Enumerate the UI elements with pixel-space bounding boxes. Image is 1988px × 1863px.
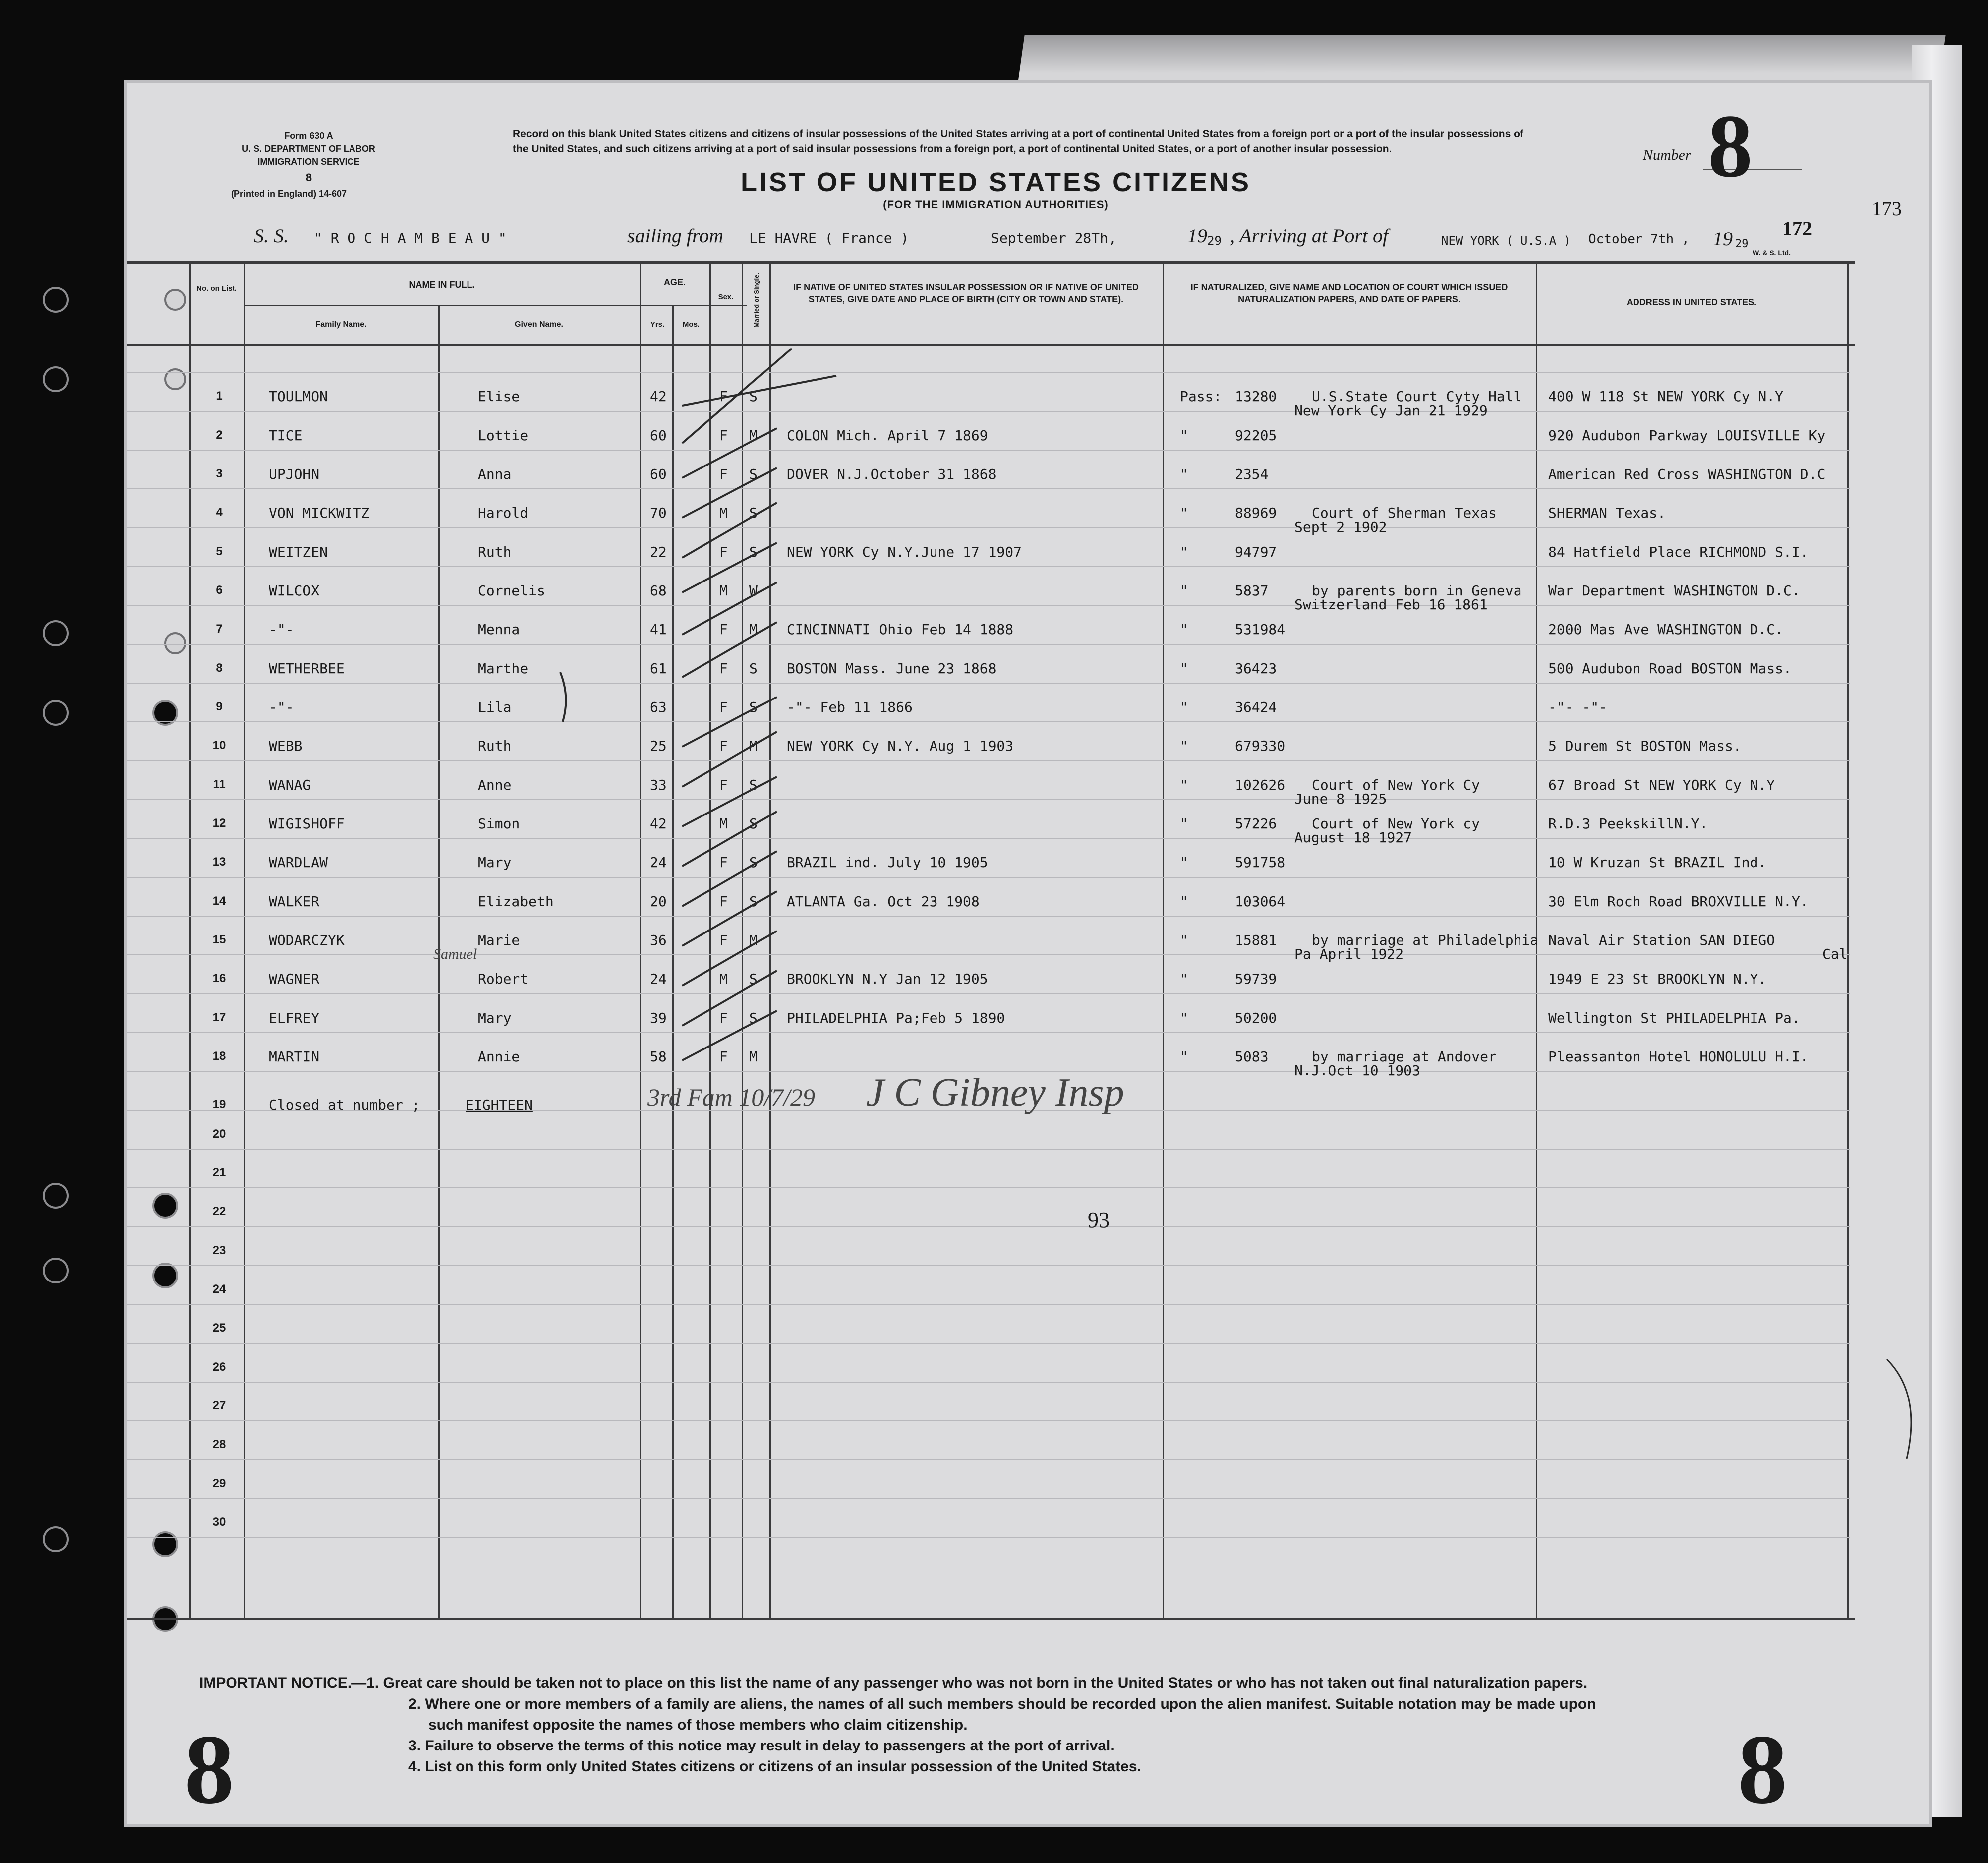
row-number: 10 [212, 739, 226, 752]
address: 920 Audubon Parkway LOUISVILLE Ky [1548, 427, 1826, 444]
check-mark [682, 931, 777, 986]
row-number-empty: 20 [212, 1127, 226, 1141]
sex: F [719, 1010, 728, 1026]
row-number-empty: 22 [212, 1205, 226, 1218]
row-number: 6 [216, 583, 223, 597]
address: 500 Audubon Road BOSTON Mass. [1548, 660, 1792, 677]
given-name: Ruth [478, 738, 512, 754]
given-name: Marie [478, 932, 520, 948]
birthplace: BROOKLYN N.Y Jan 12 1905 [787, 971, 988, 987]
cert-number: 36423 [1235, 660, 1277, 677]
row-number: 9 [216, 700, 223, 713]
row-number: 14 [212, 894, 226, 908]
age: 42 [650, 815, 667, 832]
family-name: ELFREY [269, 1010, 320, 1026]
birthplace: BRAZIL ind. July 10 1905 [787, 854, 988, 871]
family-name: VON MICKWITZ [269, 505, 370, 521]
row-number: 7 [216, 622, 223, 636]
address: American Red Cross WASHINGTON D.C [1548, 466, 1826, 482]
cert-number: 679330 [1235, 738, 1286, 754]
notice-title: IMPORTANT NOTICE.— [199, 1675, 367, 1691]
cert-number: 2354 [1235, 466, 1269, 482]
address: War Department WASHINGTON D.C. [1548, 582, 1800, 599]
sex: M [719, 971, 728, 987]
family-name: WALKER [269, 893, 320, 910]
sex: F [719, 893, 728, 910]
col-header-age: AGE. [663, 277, 686, 287]
form-code: 8 [305, 171, 312, 184]
important-notice [199, 1673, 1842, 1777]
row-number: 5 [216, 545, 223, 558]
sex: F [719, 388, 728, 405]
col-header-address: ADDRESS IN UNITED STATES. [1626, 297, 1757, 307]
col-header-mos: Mos. [682, 320, 700, 329]
row-number-empty: 26 [212, 1360, 226, 1374]
row-number: 16 [212, 972, 226, 985]
pass-mark: " [1180, 854, 1188, 871]
check-mark [682, 376, 836, 406]
row-number: 2 [216, 428, 223, 442]
pass-mark: " [1180, 1048, 1188, 1065]
cert-number: 15881 [1235, 932, 1277, 948]
form-instructions: Record on this blank United States citizens and citizens of insular possessions of the United States arriving at a port of continental United States from a foreign port or a port of the insular possessions of the United States, and such citizens arriving at a port of said insular possessions from a foreign port, a port of continental United States, or a port of another insular possession. [513, 128, 1523, 155]
form-number: Form 630 A [284, 131, 333, 141]
notice-line-1: IMPORTANT NOTICE.—1. Great care should be taken not to place on this list the name of any passenger who was not born in the United States or who has not taken out final naturalization papers. [199, 1675, 1588, 1691]
col-header-birth: IF NATIVE OF UNITED STATES INSULAR POSSESSION OR IF NATIVE OF UNITED STATES, GIVE DATE AND PLACE OF BIRTH (CITY OR TOWN AND STATE). [793, 282, 1139, 304]
cert-number: 36424 [1235, 699, 1277, 715]
age: 24 [650, 971, 667, 987]
marital-status: S [749, 777, 758, 793]
age: 22 [650, 544, 667, 560]
given-name: Harold [478, 505, 529, 521]
address: 5 Durem St BOSTON Mass. [1548, 738, 1742, 754]
sheet-number: 8 [1708, 97, 1753, 196]
sex: F [719, 621, 728, 638]
page-number: 93 [1088, 1208, 1110, 1232]
given-name: Mary [478, 1010, 512, 1026]
row-number: 8 [216, 661, 223, 675]
given-name: Simon [478, 815, 520, 832]
stamp-173: 173 [1872, 197, 1902, 220]
address: Wellington St PHILADELPHIA Pa. [1548, 1010, 1800, 1026]
family-name: -"- [269, 699, 294, 715]
col-header-naturalized: IF NATURALIZED, GIVE NAME AND LOCATION OF COURT WHICH ISSUED NATURALIZATION PAPERS, AND DATE OF PAPERS. [1190, 282, 1508, 304]
cert-number: 13280 [1235, 388, 1277, 405]
sex: F [719, 699, 728, 715]
given-name: Cornelis [478, 582, 545, 599]
age: 24 [650, 854, 667, 871]
cert-number: 5083 [1235, 1048, 1269, 1065]
court-line-2: June 8 1925 [1294, 791, 1387, 807]
family-name: MARTIN [269, 1048, 320, 1065]
pencil-mark [560, 672, 566, 722]
address: Pleassanton Hotel HONOLULU H.I. [1548, 1048, 1809, 1065]
row-number: 13 [212, 855, 226, 869]
arriving-label: , Arriving at Port of [1230, 225, 1389, 247]
family-name: WARDLAW [269, 854, 328, 871]
family-name: WAGNER [269, 971, 320, 987]
marital-status: S [749, 699, 758, 715]
ss-label: S. S. [254, 225, 289, 247]
row-number: 3 [216, 467, 223, 480]
cert-number: 531984 [1235, 621, 1286, 638]
pass-mark: " [1180, 893, 1188, 910]
col-header-yrs: Yrs. [650, 320, 665, 329]
birthplace: BOSTON Mass. June 23 1868 [787, 660, 997, 677]
court-line-2: August 18 1927 [1294, 829, 1412, 846]
address: SHERMAN Texas. [1548, 505, 1666, 521]
court: by parents born in Geneva [1312, 582, 1522, 599]
sex: F [719, 777, 728, 793]
form-department: U. S. DEPARTMENT OF LABOR [242, 144, 375, 154]
marital-status: M [749, 932, 758, 948]
stamp-172: 172 [1782, 217, 1812, 239]
marital-status: S [749, 1010, 758, 1026]
family-name: UPJOHN [269, 466, 320, 482]
pass-mark: " [1180, 427, 1188, 444]
row-number-empty: 30 [212, 1515, 226, 1529]
check-mark [682, 428, 777, 478]
year-label-1: 19 [1187, 225, 1207, 247]
depart-year: 29 [1207, 234, 1222, 248]
court-line-2: Switzerland Feb 16 1861 [1294, 596, 1488, 613]
from-port: LE HAVRE ( France ) [749, 230, 909, 246]
row-number: 1 [216, 389, 223, 403]
family-name: -"- [269, 621, 294, 638]
row-number-empty: 29 [212, 1477, 226, 1490]
sex: M [719, 505, 728, 521]
year-label-2: 19 [1713, 228, 1733, 250]
page-title: LIST OF UNITED STATES CITIZENS [741, 167, 1251, 197]
cert-number: 591758 [1235, 854, 1286, 871]
family-name: TOULMON [269, 388, 328, 405]
sex: M [719, 815, 728, 832]
given-name: Marthe [478, 660, 529, 677]
family-name: WEBB [269, 738, 303, 754]
family-name: WILCOX [269, 582, 320, 599]
court: U.S.State Court Cyty Hall [1312, 388, 1522, 405]
family-name: TICE [269, 427, 303, 444]
notice-line-4: 4. List on this form only United States citizens or citizens of an insular possession of the United States. [408, 1758, 1141, 1775]
sex: F [719, 466, 728, 482]
pass-mark: " [1180, 932, 1188, 948]
row-number: 15 [212, 933, 226, 946]
check-mark [682, 582, 777, 635]
corner-number-right: 8 [1738, 1715, 1787, 1825]
age: 41 [650, 621, 667, 638]
row-number-empty: 28 [212, 1438, 226, 1451]
address: 1949 E 23 St BROOKLYN N.Y. [1548, 971, 1767, 987]
cert-number: 88969 [1235, 505, 1277, 521]
given-name: Annie [478, 1048, 520, 1065]
address: 2000 Mas Ave WASHINGTON D.C. [1548, 621, 1784, 638]
sex: F [719, 544, 728, 560]
cert-number: 57226 [1235, 815, 1277, 832]
pass-mark: " [1180, 971, 1188, 987]
marital-status: M [749, 1048, 758, 1065]
age: 60 [650, 466, 667, 482]
marital-status: S [749, 505, 758, 521]
cert-number: 5837 [1235, 582, 1269, 599]
family-name: WEITZEN [269, 544, 328, 560]
cert-number: 50200 [1235, 1010, 1277, 1026]
marital-status: S [749, 388, 758, 405]
given-name: Lila [478, 699, 512, 715]
address: 84 Hatfield Place RICHMOND S.I. [1548, 544, 1809, 560]
sex: F [719, 738, 728, 754]
sex: F [719, 854, 728, 871]
sex: F [719, 1048, 728, 1065]
col-header-sex: Sex. [718, 293, 734, 301]
col-header-married: Married or Single. [753, 273, 760, 328]
row-number: 12 [212, 816, 226, 830]
closed-value: EIGHTEEN [466, 1097, 533, 1113]
marital-status: S [749, 815, 758, 832]
age: 25 [650, 738, 667, 754]
col-header-family: Family Name. [315, 320, 367, 329]
address: 30 Elm Roch Road BROXVILLE N.Y. [1548, 893, 1809, 910]
closed-label: Closed at number ; [269, 1097, 420, 1113]
given-name: Menna [478, 621, 520, 638]
court-line-2: New York Cy Jan 21 1929 [1294, 402, 1488, 419]
marital-status: S [749, 466, 758, 482]
birthplace: COLON Mich. April 7 1869 [787, 427, 988, 444]
address: Naval Air Station SAN DIEGO [1548, 932, 1775, 948]
notice-line-2: 2. Where one or more members of a family are aliens, the names of all such members should be recorded upon the alien manifest. Suitable notation may be made upon [408, 1696, 1596, 1712]
row-number: 4 [216, 506, 223, 519]
address: 10 W Kruzan St BRAZIL Ind. [1548, 854, 1767, 871]
birthplace: PHILADELPHIA Pa;Feb 5 1890 [787, 1010, 1005, 1026]
inspector-signature: J C Gibney Insp [866, 1071, 1124, 1115]
sex: F [719, 660, 728, 677]
row-number-empty: 21 [212, 1166, 226, 1179]
age: 70 [650, 505, 667, 521]
pass-mark: " [1180, 466, 1188, 482]
cert-number: 59739 [1235, 971, 1277, 987]
notice-line-2b: such manifest opposite the names of those members who claim citizenship. [428, 1717, 968, 1733]
family-name: WIGISHOFF [269, 815, 345, 832]
check-mark [682, 622, 777, 677]
court: by marriage at Andover [1312, 1048, 1497, 1065]
arrive-port: NEW YORK ( U.S.A ) [1441, 234, 1571, 248]
given-name: Elise [478, 388, 520, 405]
age: 20 [650, 893, 667, 910]
col-header-given: Given Name. [515, 320, 563, 329]
court-line-2: Pa April 1922 [1294, 946, 1404, 962]
birthplace: NEW YORK Cy N.Y.June 17 1907 [787, 544, 1022, 560]
row-number-closed: 19 [212, 1098, 226, 1111]
age: 39 [650, 1010, 667, 1026]
marital-status: S [749, 971, 758, 987]
ship-name: " R O C H A M B E A U " [314, 230, 507, 246]
address: 67 Broad St NEW YORK Cy N.Y [1548, 777, 1775, 793]
pass-mark: " [1180, 621, 1188, 638]
marital-status: M [749, 427, 758, 444]
sex: F [719, 932, 728, 948]
col-header-name: NAME IN FULL. [409, 280, 475, 290]
court: Court of New York Cy [1312, 777, 1480, 793]
marital-status: W [749, 582, 758, 599]
form-service: IMMIGRATION SERVICE [257, 157, 360, 167]
row-number: 18 [212, 1049, 226, 1063]
pass-mark: " [1180, 544, 1188, 560]
check-mark [682, 851, 777, 906]
arrive-year: 29 [1735, 238, 1749, 250]
number-label: Number [1643, 147, 1691, 163]
court-line-2: N.J.Oct 10 1903 [1294, 1062, 1420, 1079]
given-name: Ruth [478, 544, 512, 560]
address-line-2: Cal [1822, 946, 1848, 962]
court: Court of Sherman Texas [1312, 505, 1497, 521]
arrive-date: October 7th , [1588, 232, 1690, 247]
family-name: WETHERBEE [269, 660, 345, 677]
cert-number: 92205 [1235, 427, 1277, 444]
birthplace: CINCINNATI Ohio Feb 14 1888 [787, 621, 1014, 638]
row-number: 11 [213, 778, 226, 791]
annotation-samuel: Samuel [433, 946, 477, 962]
corner-number-left: 8 [184, 1715, 234, 1825]
pass-mark: Pass: [1180, 388, 1222, 405]
pass-mark: " [1180, 777, 1188, 793]
annotation-stamp-date: 3rd Fam 10/7/29 [647, 1083, 816, 1111]
birthplace: DOVER N.J.October 31 1868 [787, 466, 997, 482]
court: by marriage at Philadelphia [1312, 932, 1539, 948]
age: 58 [650, 1048, 667, 1065]
age: 42 [650, 388, 667, 405]
sailing-label: sailing from [627, 225, 723, 247]
pass-mark: " [1180, 699, 1188, 715]
printer-mark: W. & S. Ltd. [1753, 249, 1791, 257]
col-header-no: No. on List. [196, 284, 237, 293]
pass-mark: " [1180, 738, 1188, 754]
given-name: Anne [478, 777, 512, 793]
pass-mark: " [1180, 1010, 1188, 1026]
row-number-empty: 24 [212, 1282, 226, 1296]
given-name: Anna [478, 466, 512, 482]
court: Court of New York cy [1312, 815, 1480, 832]
pass-mark: " [1180, 815, 1188, 832]
address: -"- -"- [1548, 699, 1608, 715]
address: R.D.3 PeekskillN.Y. [1548, 815, 1708, 832]
marital-status: M [749, 738, 758, 754]
age: 68 [650, 582, 667, 599]
pencil-arc [1887, 1359, 1911, 1459]
given-name: Robert [478, 971, 529, 987]
row-number-empty: 23 [212, 1244, 226, 1257]
birthplace: NEW YORK Cy N.Y. Aug 1 1903 [787, 738, 1014, 754]
cert-number: 103064 [1235, 893, 1286, 910]
marital-status: S [749, 854, 758, 871]
sex: F [719, 427, 728, 444]
marital-status: S [749, 544, 758, 560]
pass-mark: " [1180, 505, 1188, 521]
court-line-2: Sept 2 1902 [1294, 519, 1387, 535]
check-marks [560, 349, 1911, 1459]
age: 63 [650, 699, 667, 715]
age: 60 [650, 427, 667, 444]
pass-mark: " [1180, 660, 1188, 677]
age: 33 [650, 777, 667, 793]
given-name: Mary [478, 854, 512, 871]
depart-date: September 28Th, [991, 230, 1117, 246]
row-number-empty: 25 [212, 1321, 226, 1335]
age: 61 [650, 660, 667, 677]
address: 400 W 118 St NEW YORK Cy N.Y [1548, 388, 1784, 405]
sex: M [719, 582, 728, 599]
cert-number: 94797 [1235, 544, 1277, 560]
marital-status: M [749, 621, 758, 638]
family-name: WODARCZYK [269, 932, 345, 948]
notice-line-3: 3. Failure to observe the terms of this notice may result in delay to passengers at the port of arrival. [408, 1738, 1115, 1754]
given-name: Lottie [478, 427, 529, 444]
family-name: WANAG [269, 777, 311, 793]
given-name: Elizabeth [478, 893, 554, 910]
birthplace: -"- Feb 11 1866 [787, 699, 913, 715]
check-mark [682, 891, 777, 946]
marital-status: S [749, 660, 758, 677]
page-subtitle: (FOR THE IMMIGRATION AUTHORITIES) [883, 198, 1109, 211]
cert-number: 102626 [1235, 777, 1286, 793]
age: 36 [650, 932, 667, 948]
row-number: 17 [212, 1011, 226, 1024]
marital-status: S [749, 893, 758, 910]
form-printed: (Printed in England) 14-607 [231, 189, 347, 199]
row-number-empty: 27 [212, 1399, 226, 1412]
pass-mark: " [1180, 582, 1188, 599]
birthplace: ATLANTA Ga. Oct 23 1908 [787, 893, 980, 910]
